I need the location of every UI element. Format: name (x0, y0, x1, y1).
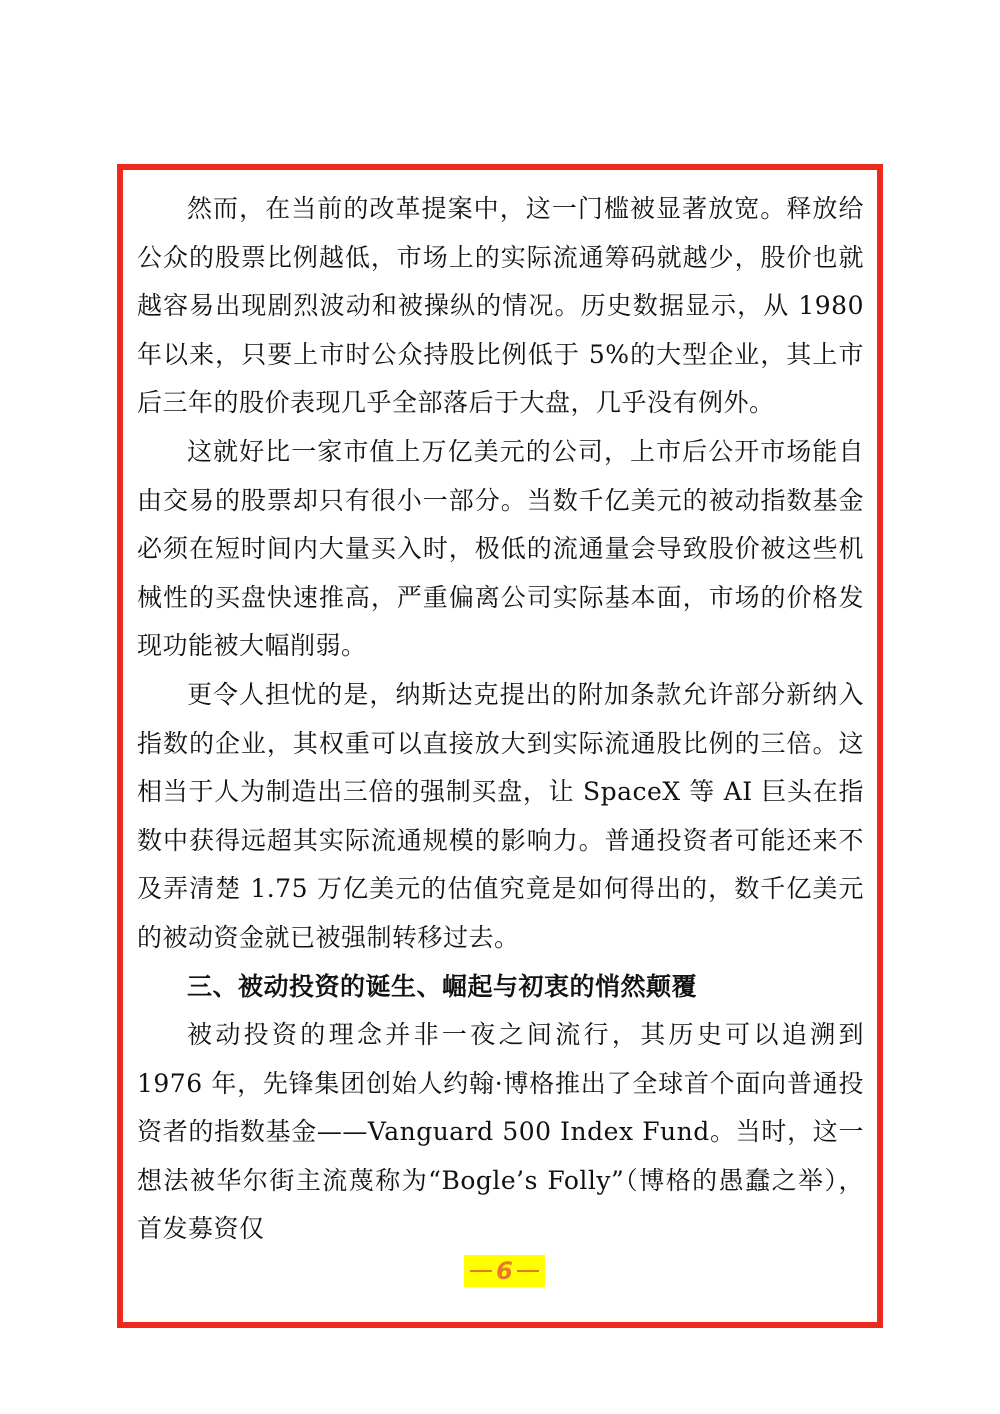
paragraph-2: 这就好比一家市值上万亿美元的公司，上市后公开市场能自由交易的股票却只有很小一部分。当数千亿美元的被动指数基金必须在短时间内大量买入时，极低的流通量会导致股价被这些机械性的买盘快速推高，严重偏离公司实际基本面，市场的价格发现功能被大幅削弱。 (137, 436, 864, 661)
section-heading: 三、被动投资的诞生、崛起与初衷的悄然颠覆 (187, 971, 698, 1001)
page-number-dash-left (470, 1270, 492, 1272)
page-number-dash-right (517, 1270, 539, 1272)
paragraph-1: 然而，在当前的改革提案中，这一门槛被显著放宽。释放给公众的股票比例越低，市场上的实际流通筹码就越少，股价也就越容易出现剧烈波动和被操纵的情况。历史数据显示，从 1980 年以来，只要上市时公众持股比例低于 5%的大型企业，其上市后三年的股价表现几乎全部落后于大盘，几乎没有例外。 (137, 194, 864, 418)
page-number: 6 (496, 1257, 513, 1285)
paragraph-4: 被动投资的理念并非一夜之间流行，其历史可以追溯到 1976 年，先锋集团创始人约翰·博格推出了全球首个面向普通投资者的指数基金——Vanguard 500 Index Fund。当时，这一想法被华尔街主流蔑称为“Bogle’s Folly”（博格的愚蠢之举），首发募资仅 (137, 1020, 864, 1244)
paragraph-3: 更令人担忧的是，纳斯达克提出的附加条款允许部分新纳入指数的企业，其权重可以直接放大到实际流通股比例的三倍。这相当于人为制造出三倍的强制买盘，让 SpaceX 等 AI 巨头在指数中获得远超其实际流通规模的影响力。普通投资者可能还来不及弄清楚 1.75 万亿美元的估值究竟是如何得出的，数千亿美元的被动资金就已被强制转移过去。 (137, 679, 864, 952)
page-number-badge (464, 1255, 545, 1287)
document-body (137, 185, 864, 1254)
